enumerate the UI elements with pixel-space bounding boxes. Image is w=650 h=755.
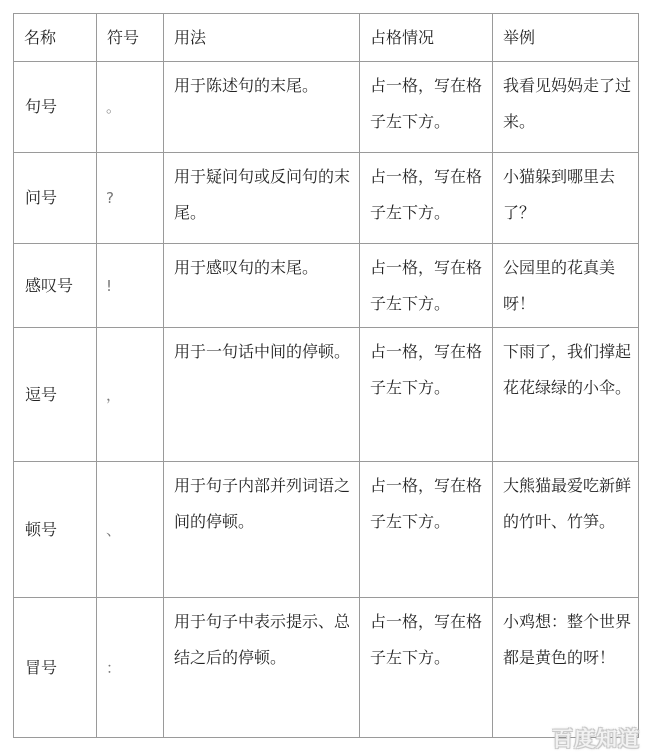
table-row — [14, 62, 639, 153]
cell-symbol: 、 — [97, 462, 164, 598]
cell-example: 我看见妈妈走了过来。 — [493, 62, 639, 153]
cell-name: 句号 — [14, 62, 97, 153]
header-symbol: 符号 — [97, 14, 164, 62]
punctuation-table — [13, 13, 639, 738]
cell-usage: 用于句子内部并列词语之间的停顿。 — [164, 462, 360, 598]
cell-placement: 占一格，写在格子左下方。 — [360, 244, 493, 328]
cell-example: 下雨了，我们撑起花花绿绿的小伞。 — [493, 328, 639, 462]
cell-placement: 占一格，写在格子左下方。 — [360, 62, 493, 153]
cell-usage: 用于句子中表示提示、总结之后的停顿。 — [164, 598, 360, 738]
header-placement: 占格情况 — [360, 14, 493, 62]
cell-name: 问号 — [14, 153, 97, 244]
cell-symbol: ： — [97, 598, 164, 738]
cell-symbol: 。 — [97, 62, 164, 153]
cell-usage: 用于感叹句的末尾。 — [164, 244, 360, 328]
cell-example: 公园里的花真美呀！ — [493, 244, 639, 328]
header-example: 举例 — [493, 14, 639, 62]
cell-name: 感叹号 — [14, 244, 97, 328]
cell-name: 冒号 — [14, 598, 97, 738]
cell-symbol: ! — [97, 244, 164, 328]
header-usage: 用法 — [164, 14, 360, 62]
cell-placement: 占一格，写在格子左下方。 — [360, 462, 493, 598]
table-header-row — [14, 14, 639, 62]
table-row — [14, 462, 639, 598]
table-row — [14, 598, 639, 738]
table-row — [14, 244, 639, 328]
cell-placement: 占一格，写在格子左下方。 — [360, 598, 493, 738]
cell-name: 顿号 — [14, 462, 97, 598]
cell-example: 大熊猫最爱吃新鲜的竹叶、竹笋。 — [493, 462, 639, 598]
cell-placement: 占一格，写在格子左下方。 — [360, 328, 493, 462]
cell-name: 逗号 — [14, 328, 97, 462]
cell-example: 小猫躲到哪里去了？ — [493, 153, 639, 244]
table-row — [14, 153, 639, 244]
header-name: 名称 — [14, 14, 97, 62]
table-row — [14, 328, 639, 462]
cell-usage: 用于陈述句的末尾。 — [164, 62, 360, 153]
cell-symbol: ? — [97, 153, 164, 244]
cell-example: 小鸡想：整个世界都是黄色的呀！ — [493, 598, 639, 738]
cell-usage: 用于一句话中间的停顿。 — [164, 328, 360, 462]
watermark-logo: 百度知道 — [552, 727, 640, 751]
cell-placement: 占一格，写在格子左下方。 — [360, 153, 493, 244]
cell-symbol: ， — [97, 328, 164, 462]
cell-usage: 用于疑问句或反问句的末尾。 — [164, 153, 360, 244]
